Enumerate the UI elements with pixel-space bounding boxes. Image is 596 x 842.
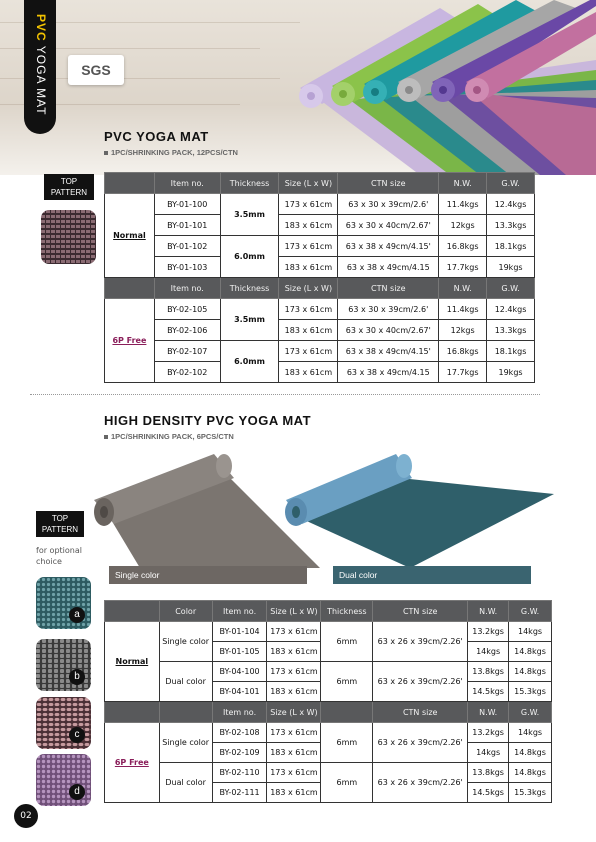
- hero-photo: [0, 0, 596, 175]
- table-row: BY-04-101 183 x 61cm 14.5kgs 15.3kgs: [105, 682, 552, 702]
- caption-dual-color: Dual color: [333, 566, 531, 584]
- optional-choice-note: for optional choice: [36, 546, 82, 566]
- section1-title: PVC YOGA MAT: [104, 129, 209, 144]
- sgs-badge: SGS: [68, 55, 124, 85]
- section2-header-row-2: Item no. Size (L x W) CTN size N.W. G.W.: [105, 702, 552, 723]
- table-row: BY-02-109 183 x 61cm 14kgs 14.8kgs: [105, 743, 552, 763]
- table-row: BY-01-103 183 x 61cm 63 x 38 x 49cm/4.15 17.7kgs 19kgs: [105, 257, 535, 278]
- section1-pattern-swatch: [41, 210, 96, 264]
- pattern-swatch-d: d: [36, 754, 91, 806]
- table-row: 6P Free BY-02-105 3.5mm 173 x 61cm 63 x 30 x 39cm/2.6' 11.4kgs 12.4kgs: [105, 299, 535, 320]
- section2-title: HIGH DENSITY PVC YOGA MAT: [104, 413, 312, 428]
- pattern-swatch-a: a: [36, 577, 91, 629]
- table-row: Normal BY-01-100 3.5mm 173 x 61cm 63 x 30 x 39cm/2.6' 11.4kgs 12.4kgs: [105, 194, 535, 215]
- table-row: BY-01-105 183 x 61cm 14kgs 14.8kgs: [105, 642, 552, 662]
- group-6p-free-label: 6P Free: [105, 299, 155, 383]
- section-divider: [30, 394, 540, 395]
- section2-subtitle: 1PC/SHRINKING PACK, 6PCS/CTN: [104, 432, 234, 441]
- section1-header-row-2: Item no. Thickness Size (L x W) CTN size N.W. G.W.: [105, 278, 535, 299]
- table-row: Dual color BY-02-110 173 x 61cm 6mm 63 x 26 x 39cm/2.26' 13.8kgs 14.8kgs: [105, 763, 552, 783]
- section1-subtitle: 1PC/SHRINKING PACK, 12PCS/CTN: [104, 148, 238, 157]
- section2-top-pattern-label: TOP PATTERN: [36, 511, 84, 537]
- table-row: BY-01-101 183 x 61cm 63 x 30 x 40cm/2.67' 12kgs 13.3kgs: [105, 215, 535, 236]
- yoga-mat-rolls-image: [0, 0, 596, 175]
- table-row: BY-02-106 183 x 61cm 63 x 30 x 40cm/2.67' 12kgs 13.3kgs: [105, 320, 535, 341]
- category-side-tab-text: PVC YOGA MAT: [34, 14, 48, 116]
- group-6p-free-label: 6P Free: [105, 723, 160, 803]
- caption-single-color: Single color: [109, 566, 307, 584]
- section1-header-row: Item no. Thickness Size (L x W) CTN size N.W. G.W.: [105, 173, 535, 194]
- table-row: BY-02-111 183 x 61cm 14.5kgs 15.3kgs: [105, 783, 552, 803]
- table-row: 6P Free Single color BY-02-108 173 x 61cm 6mm 63 x 26 x 39cm/2.26' 13.2kgs 14kgs: [105, 723, 552, 743]
- table-row: Dual color BY-04-100 173 x 61cm 6mm 63 x 26 x 39cm/2.26' 13.8kgs 14.8kgs: [105, 662, 552, 682]
- table-row: Normal Single color BY-01-104 173 x 61cm 6mm 63 x 26 x 39cm/2.26' 13.2kgs 14kgs: [105, 622, 552, 642]
- table-row: BY-02-107 6.0mm 173 x 61cm 63 x 38 x 49cm/4.15' 16.8kgs 18.1kgs: [105, 341, 535, 362]
- group-normal-label: Normal: [105, 194, 155, 278]
- category-side-tab: [24, 0, 56, 134]
- section2-spec-table: [104, 600, 552, 803]
- section1-spec-table: [104, 172, 535, 383]
- section2-header-row: Color Item no. Size (L x W) Thickness CTN size N.W. G.W.: [105, 601, 552, 622]
- high-density-mat-image: [90, 448, 560, 568]
- group-normal-label: Normal: [105, 622, 160, 702]
- table-row: BY-01-102 6.0mm 173 x 61cm 63 x 38 x 49cm/4.15' 16.8kgs 18.1kgs: [105, 236, 535, 257]
- table-row: BY-02-102 183 x 61cm 63 x 38 x 49cm/4.15 17.7kgs 19kgs: [105, 362, 535, 383]
- pattern-swatch-c: c: [36, 697, 91, 749]
- pattern-swatch-b: b: [36, 639, 91, 691]
- page-number: 02: [14, 804, 38, 828]
- section1-top-pattern-label: TOP PATTERN: [44, 174, 94, 200]
